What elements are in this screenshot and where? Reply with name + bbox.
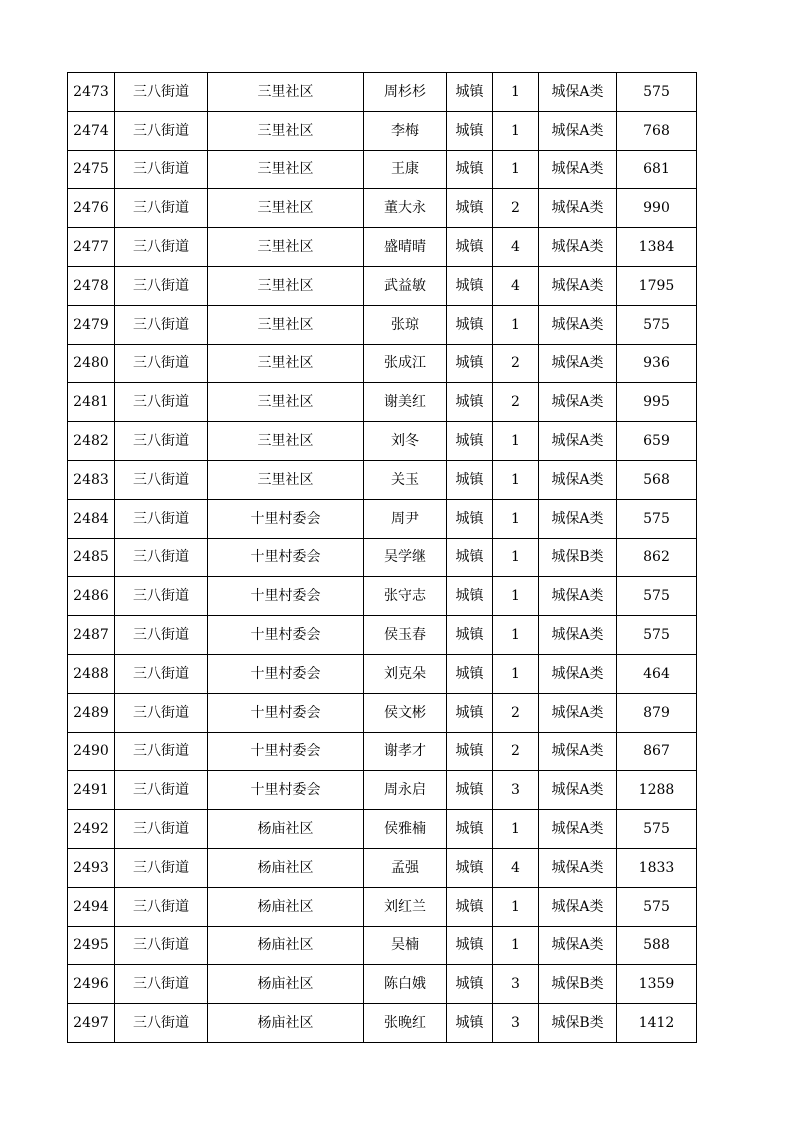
- household-type-cell: 城镇: [447, 422, 493, 461]
- amount-cell: 575: [617, 810, 697, 849]
- community-cell: 杨庙社区: [208, 1004, 364, 1043]
- table-row: [68, 965, 697, 1004]
- name-cell: 侯文彬: [364, 693, 447, 732]
- name-cell: 刘红兰: [364, 887, 447, 926]
- street-cell: 三八街道: [115, 150, 208, 189]
- member-count-cell: 3: [493, 965, 539, 1004]
- street-cell: 三八街道: [115, 344, 208, 383]
- category-cell: 城保A类: [539, 771, 617, 810]
- name-cell: 武益敏: [364, 266, 447, 305]
- category-cell: 城保A类: [539, 693, 617, 732]
- member-count-cell: 1: [493, 616, 539, 655]
- street-cell: 三八街道: [115, 1004, 208, 1043]
- row-id-cell: 2473: [68, 73, 115, 112]
- name-cell: 侯雅楠: [364, 810, 447, 849]
- row-id-cell: 2485: [68, 538, 115, 577]
- member-count-cell: 2: [493, 189, 539, 228]
- community-cell: 三里社区: [208, 228, 364, 267]
- category-cell: 城保A类: [539, 810, 617, 849]
- amount-cell: 575: [617, 305, 697, 344]
- household-type-cell: 城镇: [447, 926, 493, 965]
- name-cell: 吴学继: [364, 538, 447, 577]
- name-cell: 周永启: [364, 771, 447, 810]
- community-cell: 三里社区: [208, 111, 364, 150]
- household-type-cell: 城镇: [447, 189, 493, 228]
- member-count-cell: 1: [493, 150, 539, 189]
- row-id-cell: 2478: [68, 266, 115, 305]
- amount-cell: 1833: [617, 848, 697, 887]
- household-type-cell: 城镇: [447, 383, 493, 422]
- amount-cell: 681: [617, 150, 697, 189]
- member-count-cell: 3: [493, 771, 539, 810]
- name-cell: 张守志: [364, 577, 447, 616]
- member-count-cell: 1: [493, 73, 539, 112]
- member-count-cell: 2: [493, 344, 539, 383]
- category-cell: 城保A类: [539, 422, 617, 461]
- row-id-cell: 2475: [68, 150, 115, 189]
- table-row: [68, 499, 697, 538]
- table-row: [68, 771, 697, 810]
- community-cell: 十里村委会: [208, 732, 364, 771]
- name-cell: 周杉杉: [364, 73, 447, 112]
- table-row: [68, 228, 697, 267]
- member-count-cell: 4: [493, 228, 539, 267]
- household-type-cell: 城镇: [447, 150, 493, 189]
- row-id-cell: 2481: [68, 383, 115, 422]
- household-type-cell: 城镇: [447, 577, 493, 616]
- row-id-cell: 2486: [68, 577, 115, 616]
- amount-cell: 575: [617, 73, 697, 112]
- table-row: [68, 810, 697, 849]
- household-type-cell: 城镇: [447, 810, 493, 849]
- member-count-cell: 1: [493, 499, 539, 538]
- community-cell: 十里村委会: [208, 654, 364, 693]
- member-count-cell: 1: [493, 810, 539, 849]
- street-cell: 三八街道: [115, 305, 208, 344]
- category-cell: 城保A类: [539, 189, 617, 228]
- member-count-cell: 1: [493, 460, 539, 499]
- amount-cell: 862: [617, 538, 697, 577]
- category-cell: 城保A类: [539, 616, 617, 655]
- name-cell: 周尹: [364, 499, 447, 538]
- row-id-cell: 2490: [68, 732, 115, 771]
- street-cell: 三八街道: [115, 965, 208, 1004]
- community-cell: 杨庙社区: [208, 926, 364, 965]
- member-count-cell: 4: [493, 848, 539, 887]
- row-id-cell: 2491: [68, 771, 115, 810]
- row-id-cell: 2496: [68, 965, 115, 1004]
- street-cell: 三八街道: [115, 73, 208, 112]
- street-cell: 三八街道: [115, 266, 208, 305]
- row-id-cell: 2494: [68, 887, 115, 926]
- table-row: [68, 150, 697, 189]
- household-type-cell: 城镇: [447, 616, 493, 655]
- household-type-cell: 城镇: [447, 538, 493, 577]
- community-cell: 十里村委会: [208, 538, 364, 577]
- street-cell: 三八街道: [115, 577, 208, 616]
- community-cell: 三里社区: [208, 150, 364, 189]
- category-cell: 城保A类: [539, 577, 617, 616]
- community-cell: 三里社区: [208, 266, 364, 305]
- name-cell: 谢孝才: [364, 732, 447, 771]
- community-cell: 三里社区: [208, 460, 364, 499]
- name-cell: 张晚红: [364, 1004, 447, 1043]
- household-type-cell: 城镇: [447, 887, 493, 926]
- street-cell: 三八街道: [115, 887, 208, 926]
- member-count-cell: 1: [493, 887, 539, 926]
- household-type-cell: 城镇: [447, 266, 493, 305]
- member-count-cell: 4: [493, 266, 539, 305]
- household-type-cell: 城镇: [447, 965, 493, 1004]
- household-type-cell: 城镇: [447, 499, 493, 538]
- amount-cell: 995: [617, 383, 697, 422]
- amount-cell: 879: [617, 693, 697, 732]
- household-type-cell: 城镇: [447, 73, 493, 112]
- amount-cell: 936: [617, 344, 697, 383]
- community-cell: 三里社区: [208, 305, 364, 344]
- member-count-cell: 1: [493, 654, 539, 693]
- document-page: [67, 72, 696, 1043]
- row-id-cell: 2474: [68, 111, 115, 150]
- amount-cell: 768: [617, 111, 697, 150]
- table-row: [68, 305, 697, 344]
- community-cell: 三里社区: [208, 189, 364, 228]
- name-cell: 吴楠: [364, 926, 447, 965]
- household-type-cell: 城镇: [447, 228, 493, 267]
- table-row: [68, 111, 697, 150]
- street-cell: 三八街道: [115, 616, 208, 655]
- member-count-cell: 2: [493, 383, 539, 422]
- row-id-cell: 2482: [68, 422, 115, 461]
- row-id-cell: 2497: [68, 1004, 115, 1043]
- community-cell: 杨庙社区: [208, 965, 364, 1004]
- community-cell: 三里社区: [208, 422, 364, 461]
- row-id-cell: 2488: [68, 654, 115, 693]
- community-cell: 十里村委会: [208, 499, 364, 538]
- name-cell: 张成江: [364, 344, 447, 383]
- category-cell: 城保A类: [539, 499, 617, 538]
- household-type-cell: 城镇: [447, 771, 493, 810]
- amount-cell: 990: [617, 189, 697, 228]
- subsidy-table: [67, 72, 697, 1043]
- category-cell: 城保A类: [539, 344, 617, 383]
- category-cell: 城保A类: [539, 887, 617, 926]
- category-cell: 城保A类: [539, 111, 617, 150]
- table-row: [68, 1004, 697, 1043]
- category-cell: 城保A类: [539, 150, 617, 189]
- row-id-cell: 2479: [68, 305, 115, 344]
- member-count-cell: 2: [493, 732, 539, 771]
- table-row: [68, 266, 697, 305]
- amount-cell: 575: [617, 577, 697, 616]
- household-type-cell: 城镇: [447, 305, 493, 344]
- street-cell: 三八街道: [115, 460, 208, 499]
- street-cell: 三八街道: [115, 111, 208, 150]
- category-cell: 城保B类: [539, 1004, 617, 1043]
- street-cell: 三八街道: [115, 732, 208, 771]
- member-count-cell: 3: [493, 1004, 539, 1043]
- household-type-cell: 城镇: [447, 111, 493, 150]
- category-cell: 城保A类: [539, 460, 617, 499]
- table-row: [68, 693, 697, 732]
- amount-cell: 867: [617, 732, 697, 771]
- name-cell: 刘冬: [364, 422, 447, 461]
- category-cell: 城保A类: [539, 228, 617, 267]
- name-cell: 刘克朵: [364, 654, 447, 693]
- table-row: [68, 887, 697, 926]
- table-row: [68, 848, 697, 887]
- street-cell: 三八街道: [115, 538, 208, 577]
- amount-cell: 1795: [617, 266, 697, 305]
- household-type-cell: 城镇: [447, 693, 493, 732]
- amount-cell: 588: [617, 926, 697, 965]
- category-cell: 城保A类: [539, 848, 617, 887]
- member-count-cell: 1: [493, 111, 539, 150]
- category-cell: 城保A类: [539, 732, 617, 771]
- member-count-cell: 1: [493, 926, 539, 965]
- table-row: [68, 73, 697, 112]
- street-cell: 三八街道: [115, 189, 208, 228]
- member-count-cell: 1: [493, 305, 539, 344]
- amount-cell: 464: [617, 654, 697, 693]
- street-cell: 三八街道: [115, 926, 208, 965]
- street-cell: 三八街道: [115, 848, 208, 887]
- community-cell: 三里社区: [208, 344, 364, 383]
- amount-cell: 659: [617, 422, 697, 461]
- street-cell: 三八街道: [115, 771, 208, 810]
- table-row: [68, 422, 697, 461]
- name-cell: 孟强: [364, 848, 447, 887]
- name-cell: 谢美红: [364, 383, 447, 422]
- category-cell: 城保A类: [539, 73, 617, 112]
- category-cell: 城保A类: [539, 926, 617, 965]
- table-row: [68, 460, 697, 499]
- household-type-cell: 城镇: [447, 460, 493, 499]
- amount-cell: 1384: [617, 228, 697, 267]
- table-row: [68, 926, 697, 965]
- row-id-cell: 2477: [68, 228, 115, 267]
- household-type-cell: 城镇: [447, 848, 493, 887]
- row-id-cell: 2476: [68, 189, 115, 228]
- community-cell: 杨庙社区: [208, 810, 364, 849]
- name-cell: 关玉: [364, 460, 447, 499]
- amount-cell: 1288: [617, 771, 697, 810]
- amount-cell: 575: [617, 499, 697, 538]
- amount-cell: 568: [617, 460, 697, 499]
- name-cell: 陈白娥: [364, 965, 447, 1004]
- name-cell: 李梅: [364, 111, 447, 150]
- member-count-cell: 1: [493, 422, 539, 461]
- category-cell: 城保B类: [539, 538, 617, 577]
- street-cell: 三八街道: [115, 422, 208, 461]
- member-count-cell: 1: [493, 577, 539, 616]
- household-type-cell: 城镇: [447, 732, 493, 771]
- row-id-cell: 2480: [68, 344, 115, 383]
- street-cell: 三八街道: [115, 654, 208, 693]
- street-cell: 三八街道: [115, 383, 208, 422]
- table-row: [68, 577, 697, 616]
- row-id-cell: 2495: [68, 926, 115, 965]
- street-cell: 三八街道: [115, 693, 208, 732]
- amount-cell: 575: [617, 887, 697, 926]
- amount-cell: 1359: [617, 965, 697, 1004]
- household-type-cell: 城镇: [447, 344, 493, 383]
- table-row: [68, 189, 697, 228]
- name-cell: 盛晴晴: [364, 228, 447, 267]
- community-cell: 十里村委会: [208, 616, 364, 655]
- household-type-cell: 城镇: [447, 654, 493, 693]
- row-id-cell: 2493: [68, 848, 115, 887]
- row-id-cell: 2489: [68, 693, 115, 732]
- community-cell: 十里村委会: [208, 693, 364, 732]
- member-count-cell: 2: [493, 693, 539, 732]
- community-cell: 三里社区: [208, 383, 364, 422]
- category-cell: 城保A类: [539, 383, 617, 422]
- table-row: [68, 344, 697, 383]
- street-cell: 三八街道: [115, 499, 208, 538]
- category-cell: 城保B类: [539, 965, 617, 1004]
- amount-cell: 1412: [617, 1004, 697, 1043]
- category-cell: 城保A类: [539, 266, 617, 305]
- name-cell: 王康: [364, 150, 447, 189]
- row-id-cell: 2483: [68, 460, 115, 499]
- community-cell: 十里村委会: [208, 577, 364, 616]
- row-id-cell: 2484: [68, 499, 115, 538]
- table-row: [68, 654, 697, 693]
- household-type-cell: 城镇: [447, 1004, 493, 1043]
- table-body: [68, 73, 697, 1043]
- category-cell: 城保A类: [539, 654, 617, 693]
- street-cell: 三八街道: [115, 228, 208, 267]
- row-id-cell: 2487: [68, 616, 115, 655]
- name-cell: 侯玉春: [364, 616, 447, 655]
- name-cell: 张琼: [364, 305, 447, 344]
- category-cell: 城保A类: [539, 305, 617, 344]
- name-cell: 董大永: [364, 189, 447, 228]
- community-cell: 十里村委会: [208, 771, 364, 810]
- community-cell: 杨庙社区: [208, 887, 364, 926]
- member-count-cell: 1: [493, 538, 539, 577]
- table-row: [68, 538, 697, 577]
- community-cell: 杨庙社区: [208, 848, 364, 887]
- table-row: [68, 383, 697, 422]
- street-cell: 三八街道: [115, 810, 208, 849]
- table-row: [68, 732, 697, 771]
- amount-cell: 575: [617, 616, 697, 655]
- community-cell: 三里社区: [208, 73, 364, 112]
- table-row: [68, 616, 697, 655]
- row-id-cell: 2492: [68, 810, 115, 849]
